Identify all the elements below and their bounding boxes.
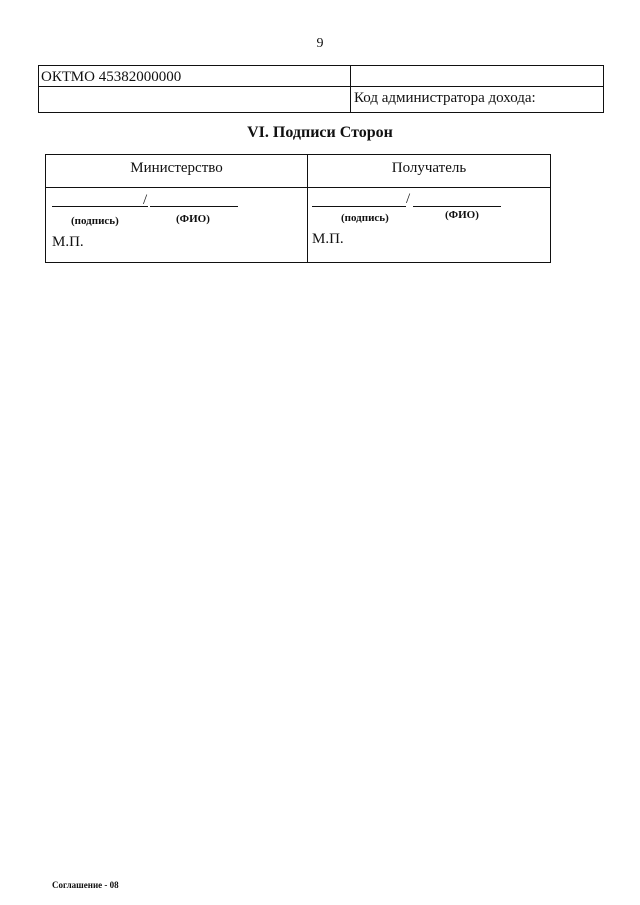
ministry-seal-label: М.П. — [52, 234, 84, 250]
recipient-signature-line — [312, 206, 406, 207]
recipient-seal-label: М.П. — [312, 231, 344, 247]
page-number: 9 — [316, 36, 324, 51]
recipient-slash: / — [406, 191, 411, 207]
recipient-signature-caption: (подпись) — [341, 212, 389, 224]
ministry-signature-caption: (подпись) — [71, 215, 119, 227]
recipient-name-line — [413, 206, 501, 207]
table-column-divider — [350, 66, 351, 112]
section-title: VI. Подписи Сторон — [247, 124, 393, 141]
header-divider — [46, 187, 550, 188]
ministry-name-line — [150, 206, 238, 207]
ministry-signature-line — [52, 206, 148, 207]
revenue-admin-code-cell: Код администратора дохода: — [354, 90, 536, 106]
document-footer: Соглашение - 08 — [52, 880, 119, 890]
ministry-name-caption: (ФИО) — [176, 213, 210, 225]
oktmo-cell: ОКТМО 45382000000 — [41, 69, 182, 85]
signatures-table — [45, 154, 551, 263]
table-row-divider — [39, 86, 603, 87]
recipient-header: Получатель — [391, 160, 467, 176]
ministry-slash: / — [143, 192, 148, 208]
recipient-name-caption: (ФИО) — [445, 209, 479, 221]
ministry-header: Министерство — [130, 160, 223, 176]
budget-codes-table — [38, 65, 604, 113]
